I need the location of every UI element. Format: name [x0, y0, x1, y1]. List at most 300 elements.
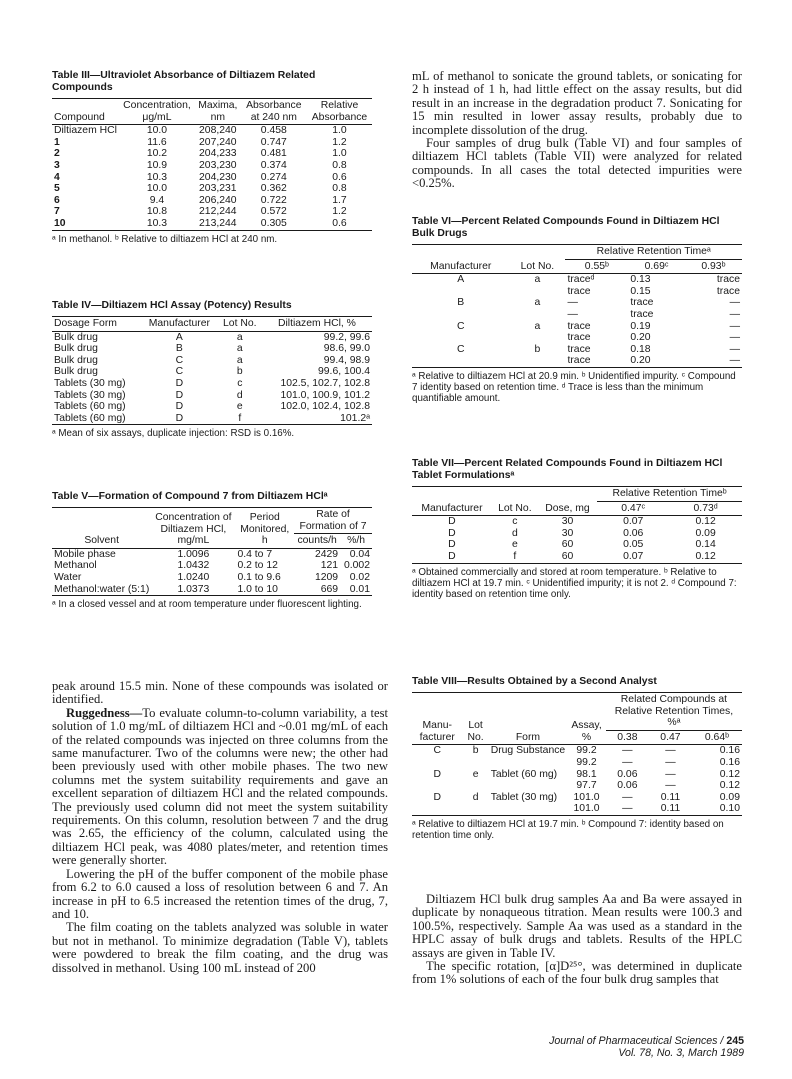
table-cell: —: [622, 745, 633, 757]
table-cell: 1.0 to 10: [237, 583, 278, 595]
table-cell: 0.572: [260, 206, 287, 218]
table-cell: 0.06: [617, 780, 638, 792]
table-cell: 1.0240: [177, 571, 210, 583]
table-cell: trace: [567, 332, 591, 344]
table-cell: 1209: [314, 571, 339, 583]
table-cell: 0.11: [660, 791, 681, 803]
table-cell: 0.06: [623, 527, 644, 539]
table-cell: 0.20: [630, 355, 651, 367]
table-cell: Water: [54, 571, 82, 583]
table-cell: b: [472, 745, 479, 757]
table-row: [52, 366, 372, 378]
table-8-header: 0.38: [617, 731, 638, 743]
table-cell: —: [567, 308, 578, 320]
table-row: [52, 195, 372, 207]
table-cell: C: [175, 354, 184, 366]
table-cell: 0.12: [695, 550, 716, 562]
table-7-footnote: ᵃ Obtained commercially and stored at room temperature. ᵇ Relative to diltiazem HCl at 19.7 min. ᶜ Unidentified impurity; it is not 2. ᵈ Compound 7: identity based on retention time only.: [412, 566, 737, 600]
table-cell: 30: [561, 527, 574, 539]
table-cell: —: [729, 297, 740, 309]
table-cell: 99.6, 100.4: [318, 366, 370, 378]
table-cell: —: [622, 803, 633, 815]
table-5-title: Table V—Formation of Compound 7 from Diltiazem HClᵃ: [52, 491, 328, 502]
table-cell: d: [236, 389, 243, 401]
table-cell: 60: [561, 550, 574, 562]
table-6-header: Relative Retention Timeᵃ: [565, 245, 742, 260]
table-cell: 10.2: [146, 148, 168, 160]
table-row: [412, 321, 742, 333]
table-cell: 0.12: [695, 516, 716, 528]
table-cell: D: [448, 550, 456, 562]
table-cell: 0.12: [719, 780, 740, 792]
table-cell: 10.3: [146, 171, 168, 183]
page-number: 245: [726, 1035, 744, 1047]
table-cell: A: [175, 331, 183, 343]
table-cell: 121: [320, 560, 339, 572]
table-row: [52, 218, 372, 230]
table-row: [52, 413, 372, 425]
paragraph: Lowering the pH of the buffer component of the mobile phase from 6.2 to 6.0 caused a loss of resolution between 6 and 7. An increase in pH to 6.5 increased the retention times of the drug, 7, and 10.: [52, 866, 388, 921]
table-5-header: Period Monitored, h: [240, 512, 290, 547]
table-cell: —: [622, 791, 633, 803]
table-8-header: Assay, %: [571, 720, 602, 743]
table-cell: 0.12: [719, 768, 740, 780]
table-5-header: Rate of Formation of 7: [294, 508, 372, 534]
table-cell: Methanol:water (5:1): [54, 583, 150, 595]
table-4: [52, 300, 372, 440]
table-row: [412, 745, 742, 757]
table-3-header: Absorbance at 240 nm: [246, 100, 302, 123]
table-cell: Mobile phase: [54, 548, 116, 560]
table-cell: 203,231: [199, 183, 237, 195]
table-row: [52, 172, 372, 184]
table-cell: —: [665, 756, 676, 768]
table-cell: 0.002: [343, 560, 370, 572]
table-cell: 101.2ᵃ: [340, 412, 370, 424]
table-8-grid: [412, 692, 742, 816]
table-7-header: 0.47ᶜ: [621, 502, 646, 514]
table-5-header: Solvent: [84, 535, 119, 547]
table-cell: 0.6: [332, 171, 347, 183]
table-cell: 0.458: [260, 125, 287, 137]
table-5-grid: [52, 507, 372, 596]
table-cell: 1.2: [332, 136, 347, 148]
table-cell: —: [665, 768, 676, 780]
right-body-text-top: [412, 70, 742, 191]
table-cell: 0.01: [349, 583, 370, 595]
table-cell: b: [534, 343, 541, 355]
table-cell: trace: [567, 320, 591, 332]
table-7-header: Dose, mg: [545, 502, 590, 514]
table-cell: trace: [630, 308, 654, 320]
table-cell: 9.4: [149, 194, 165, 206]
table-cell: 1.0: [332, 125, 347, 137]
table-cell: [412, 309, 509, 321]
table-cell: 0.305: [260, 217, 287, 229]
table-cell: 0.8: [332, 159, 347, 171]
table-cell: Tablets (30 mg): [54, 377, 126, 389]
table-8-footnote: ᵃ Relative to diltiazem HCl at 19.7 min. ᵇ Compound 7: identity based on retention time only.: [412, 818, 724, 842]
table-3-footnote: ᵃ In methanol. ᵇ Relative to diltiazem HCl at 240 nm.: [52, 233, 278, 245]
table-row: [412, 332, 742, 344]
table-cell: 1: [54, 136, 60, 148]
table-cell: Bulk drug: [54, 343, 98, 355]
table-6: [412, 216, 742, 405]
table-cell: traceᵈ: [567, 274, 595, 286]
table-cell: b: [236, 366, 243, 378]
table-6-header: 0.93ᵇ: [701, 260, 726, 272]
table-cell: c: [512, 516, 518, 528]
table-6-header: 0.55ᵇ: [584, 260, 609, 272]
table-cell: —: [665, 780, 676, 792]
table-cell: 203,230: [199, 159, 237, 171]
table-cell: f: [238, 412, 242, 424]
table-cell: 10.0: [146, 125, 168, 137]
table-cell: D: [175, 389, 184, 401]
table-7-header: Lot No.: [498, 502, 532, 514]
table-cell: 206,240: [199, 194, 237, 206]
table-cell: A: [457, 274, 465, 286]
paragraph: mL of methanol to sonicate the ground tablets, or sonicating for 2 h instead of 1 h, had little effect on the assay results, but did result in an increase in the degradation product 7. Sonicating for 15 min resulted in lower assay results, probably due to incomplete dissolution of the drug.: [412, 69, 742, 137]
table-cell: [412, 286, 509, 298]
table-cell: 212,244: [199, 206, 237, 218]
table-cell: —: [729, 320, 740, 332]
table-cell: trace: [567, 343, 591, 355]
table-row: [52, 390, 372, 402]
table-row: [52, 331, 372, 343]
table-cell: 0.15: [630, 285, 651, 297]
table-cell: [509, 286, 565, 298]
table-cell: [462, 757, 488, 769]
table-cell: 0.16: [719, 756, 740, 768]
table-cell: 10.9: [146, 159, 168, 171]
right-body-text-bottom: [412, 893, 742, 987]
table-6-title: Table VI—Percent Related Compounds Found in Diltiazem HCl Bulk Drugs: [412, 216, 720, 239]
table-cell: 102.5, 102.7, 102.8: [280, 377, 370, 389]
table-row: [52, 125, 372, 137]
table-cell: d: [472, 791, 479, 803]
table-cell: 0.02: [349, 571, 370, 583]
table-cell: 0.4 to 7: [237, 548, 273, 560]
table-cell: 99.2, 99.6: [323, 331, 370, 343]
table-cell: —: [622, 756, 633, 768]
table-6-header: Manufacturer: [430, 260, 492, 272]
table-5-header: %/h: [347, 535, 365, 547]
table-cell: 60: [561, 539, 574, 551]
table-cell: B: [457, 297, 465, 309]
table-row: [412, 757, 742, 769]
table-cell: 0.13: [630, 274, 651, 286]
table-cell: trace: [630, 297, 654, 309]
table-cell: 204,233: [199, 148, 237, 160]
table-cell: Diltiazem HCl: [54, 125, 117, 137]
run-head: Ruggedness—: [66, 705, 143, 720]
table-cell: trace: [567, 285, 591, 297]
table-8-header: Related Compounds at Relative Retention Times, %ᵃ: [606, 693, 742, 731]
table-cell: 0.2 to 12: [237, 560, 278, 572]
paragraph: The specific rotation, [α]D²⁵°, was determined in duplicate from 1% solutions of each of the four bulk drug samples that: [412, 959, 742, 987]
table-3-header: Maxima, nm: [198, 100, 238, 123]
table-cell: —: [729, 343, 740, 355]
table-cell: C: [456, 343, 465, 355]
table-cell: 0.481: [260, 148, 287, 160]
table-cell: 0.374: [260, 159, 287, 171]
table-cell: Bulk drug: [54, 354, 98, 366]
table-row: [412, 539, 742, 551]
table-7-grid: [412, 486, 742, 564]
table-cell: 0.10: [719, 803, 740, 815]
journal-volume: Vol. 78, No. 3, March 1989: [618, 1047, 744, 1059]
table-cell: 0.06: [617, 768, 638, 780]
table-cell: e: [472, 768, 479, 780]
table-cell: 0.6: [332, 217, 347, 229]
table-row: [412, 355, 742, 367]
table-cell: C: [456, 320, 465, 332]
table-5: [52, 491, 372, 610]
table-row: [412, 792, 742, 804]
table-cell: [489, 757, 568, 769]
table-cell: —: [567, 297, 578, 309]
table-row: [52, 548, 372, 560]
table-cell: 0.362: [260, 183, 287, 195]
table-cell: —: [665, 745, 676, 757]
table-row: [412, 286, 742, 298]
table-cell: trace: [716, 274, 740, 286]
table-cell: 0.11: [660, 803, 681, 815]
table-cell: [462, 803, 488, 815]
table-row: [412, 274, 742, 286]
table-cell: d: [511, 527, 518, 539]
table-4-header: Manufacturer: [148, 318, 210, 329]
table-cell: 4: [54, 171, 60, 183]
table-cell: D: [433, 768, 441, 780]
table-cell: 204,230: [199, 171, 237, 183]
paragraph: peak around 15.5 min. None of these compounds was isolated or identified.: [52, 679, 388, 707]
paragraph: The film coating on the tablets analyzed was soluble in water but not in methanol. To minimize degradation (Table V), tablets were powdered to break the film coating, and the drug was dissolved in methanol. Using 100 mL instead of 200: [52, 920, 388, 975]
left-body-text: [52, 680, 388, 975]
table-4-grid: [52, 316, 372, 425]
table-3: [52, 70, 372, 245]
table-row: [412, 297, 742, 309]
table-3-header: Relative Absorbance: [311, 100, 368, 123]
table-cell: 0.20: [630, 332, 651, 344]
table-row: [412, 344, 742, 356]
table-row: [52, 148, 372, 160]
table-cell: 3: [54, 159, 60, 171]
table-cell: [509, 309, 565, 321]
table-row: [412, 528, 742, 540]
table-8-header: Lot No.: [467, 720, 484, 743]
journal-footer: [549, 1035, 744, 1059]
table-cell: 98.6, 99.0: [323, 343, 370, 355]
table-cell: a: [236, 331, 243, 343]
table-row: [52, 584, 372, 596]
table-row: [52, 355, 372, 367]
table-cell: Bulk drug: [54, 331, 98, 343]
table-cell: trace: [567, 355, 591, 367]
table-cell: c: [237, 377, 243, 389]
table-cell: 10: [54, 217, 66, 229]
journal-name: Journal of Pharmaceutical Sciences /: [549, 1035, 727, 1047]
table-5-header: Concentration of Diltiazem HCl, mg/mL: [155, 512, 232, 547]
table-cell: Tablet (60 mg): [490, 768, 558, 780]
table-cell: 0.05: [623, 539, 644, 551]
table-cell: 0.09: [695, 527, 716, 539]
paragraph: Ruggedness—To evaluate column-to-column variability, a test solution of 1.0 mg/mL of diltiazem HCl and ~0.01 mg/mL of each of the related compounds was injected on three columns from the same manufacturer. Two of the columns were new; the other had been previously used with other mobile phases. The two new columns met the system suitability requirements and gave an excellent separation of diltiazem HCl and the related compounds. The previously used column did not meet the system suitability requirements. On this column, resolution between 7 and the drug was 2.65, the efficiency of the column, calculated using the diltiazem HCl peak, was 4080 plates/meter, and retention times were generally shorter.: [52, 705, 388, 868]
table-cell: e: [236, 401, 243, 413]
table-cell: [412, 803, 462, 815]
table-8-header: Form: [515, 731, 541, 743]
table-cell: D: [448, 516, 456, 528]
table-cell: [412, 355, 509, 367]
table-6-grid: [412, 244, 742, 368]
table-cell: 0.16: [719, 745, 740, 757]
table-cell: a: [534, 274, 541, 286]
table-cell: D: [433, 791, 441, 803]
table-3-title: Table III—Ultraviolet Absorbance of Diltiazem Related Compounds: [52, 70, 316, 93]
table-4-footnote: ᵃ Mean of six assays, duplicate injection: RSD is 0.16%.: [52, 428, 295, 440]
table-8-title: Table VIII—Results Obtained by a Second Analyst: [412, 676, 657, 687]
table-cell: 10.3: [146, 217, 168, 229]
table-cell: Drug Substance: [490, 745, 566, 757]
table-row: [412, 780, 742, 792]
table-cell: 97.7: [576, 780, 597, 792]
table-cell: 1.0373: [177, 583, 210, 595]
table-8-header: 0.47: [660, 731, 681, 743]
table-cell: 5: [54, 183, 60, 195]
table-row: [52, 206, 372, 218]
table-4-header: Diltiazem HCl, %: [277, 318, 356, 329]
table-cell: 101.0: [573, 803, 600, 815]
table-cell: 2429: [314, 548, 339, 560]
table-cell: Methanol: [54, 560, 97, 572]
table-cell: 6: [54, 194, 60, 206]
table-row: [52, 160, 372, 172]
table-cell: f: [513, 550, 517, 562]
table-cell: [489, 780, 568, 792]
table-cell: 208,240: [199, 125, 237, 137]
table-cell: 99.4, 98.9: [323, 354, 370, 366]
table-cell: 0.07: [623, 550, 644, 562]
table-cell: Tablets (30 mg): [54, 389, 126, 401]
table-cell: Tablet (30 mg): [490, 791, 558, 803]
table-cell: 0.722: [260, 194, 287, 206]
table-3-header: Compound: [54, 111, 105, 123]
table-cell: 669: [320, 583, 339, 595]
table-cell: 11.6: [147, 136, 167, 148]
table-cell: D: [175, 412, 184, 424]
table-cell: [489, 803, 568, 815]
table-cell: 1.0096: [177, 548, 210, 560]
table-7: [412, 458, 742, 600]
table-cell: 0.04: [349, 548, 370, 560]
table-row: [52, 401, 372, 413]
table-cell: Tablets (60 mg): [54, 412, 126, 424]
table-row: [52, 137, 372, 149]
table-3-header: Concentration, μg/mL: [123, 100, 191, 123]
paragraph: Diltiazem HCl bulk drug samples Aa and Ba were assayed in duplicate by nonaqueous titration. Mean results were 100.3 and 100.5%, respectively. Sample Aa was used as a standard in the HPLC assay of bulk drugs and tablets. Results of the HPLC assays are given in Table IV.: [412, 892, 742, 960]
table-cell: 0.07: [623, 516, 644, 528]
table-6-header: Lot No.: [520, 260, 555, 272]
table-cell: 10.0: [146, 183, 168, 195]
table-cell: trace: [716, 285, 740, 297]
table-cell: —: [729, 355, 740, 367]
table-cell: 0.18: [630, 343, 651, 355]
table-cell: D: [448, 539, 456, 551]
table-cell: 102.0, 102.4, 102.8: [280, 401, 370, 413]
table-cell: 10.8: [146, 206, 168, 218]
table-cell: 0.19: [630, 320, 651, 332]
table-cell: 1.7: [332, 194, 347, 206]
table-8: [412, 676, 742, 841]
table-row: [412, 516, 742, 528]
table-cell: C: [175, 366, 184, 378]
table-cell: D: [175, 377, 184, 389]
table-cell: 1.0: [332, 148, 347, 160]
table-cell: [509, 355, 565, 367]
table-cell: 99.2: [576, 745, 597, 757]
table-7-header: Manufacturer: [421, 502, 483, 514]
table-row: [52, 572, 372, 584]
table-cell: —: [729, 308, 740, 320]
table-row: [52, 343, 372, 355]
table-cell: a: [534, 297, 541, 309]
table-cell: 0.1 to 9.6: [237, 571, 281, 583]
table-3-grid: [52, 98, 372, 231]
table-cell: 1.2: [332, 206, 347, 218]
table-4-title: Table IV—Diltiazem HCl Assay (Potency) Results: [52, 300, 292, 311]
table-cell: 101.0: [573, 791, 600, 803]
table-cell: 1.0432: [177, 560, 210, 572]
table-cell: 0.14: [695, 539, 716, 551]
table-row: [412, 769, 742, 781]
table-5-footnote: ᵃ In a closed vessel and at room temperature under fluorescent lighting.: [52, 599, 362, 611]
table-cell: a: [236, 343, 243, 355]
table-cell: 213,244: [199, 217, 237, 229]
table-cell: 0.8: [332, 183, 347, 195]
table-5-header: counts/h: [297, 535, 337, 547]
table-cell: C: [433, 745, 441, 757]
table-cell: a: [236, 354, 243, 366]
table-6-header: 0.69ᶜ: [644, 260, 669, 272]
table-cell: a: [534, 320, 541, 332]
table-cell: [412, 332, 509, 344]
table-cell: Tablets (60 mg): [54, 401, 126, 413]
table-8-header: Manu- facturer: [419, 720, 455, 743]
table-cell: —: [729, 332, 740, 344]
table-4-header: Lot No.: [223, 318, 257, 329]
paragraph: Four samples of drug bulk (Table VI) and four samples of diltiazem HCl tablets (Table VII) were analyzed for related compounds. In all cases the total detected impurities were <0.25%.: [412, 136, 742, 191]
table-cell: 207,240: [199, 136, 237, 148]
table-6-footnote: ᵃ Relative to diltiazem HCl at 20.9 min. ᵇ Unidentified impurity. ᶜ Compound 7 identity based on retention time. ᵈ Trace is less than the minimum quantifiable amount.: [412, 370, 736, 405]
table-cell: Bulk drug: [54, 366, 98, 378]
table-cell: D: [448, 527, 456, 539]
table-row: [52, 183, 372, 195]
table-row: [52, 560, 372, 572]
table-7-header: 0.73ᵈ: [693, 502, 718, 514]
table-cell: [412, 780, 462, 792]
table-cell: 7: [54, 206, 60, 218]
table-cell: 98.1: [576, 768, 597, 780]
table-4-header: Dosage Form: [54, 318, 117, 329]
table-7-title: Table VII—Percent Related Compounds Found in Diltiazem HCl Tablet Formulationsᵃ: [412, 458, 723, 481]
table-cell: 101.0, 100.9, 101.2: [280, 389, 370, 401]
table-cell: [412, 757, 462, 769]
table-row: [412, 309, 742, 321]
table-cell: 0.09: [719, 791, 740, 803]
table-cell: [509, 332, 565, 344]
table-cell: e: [511, 539, 518, 551]
